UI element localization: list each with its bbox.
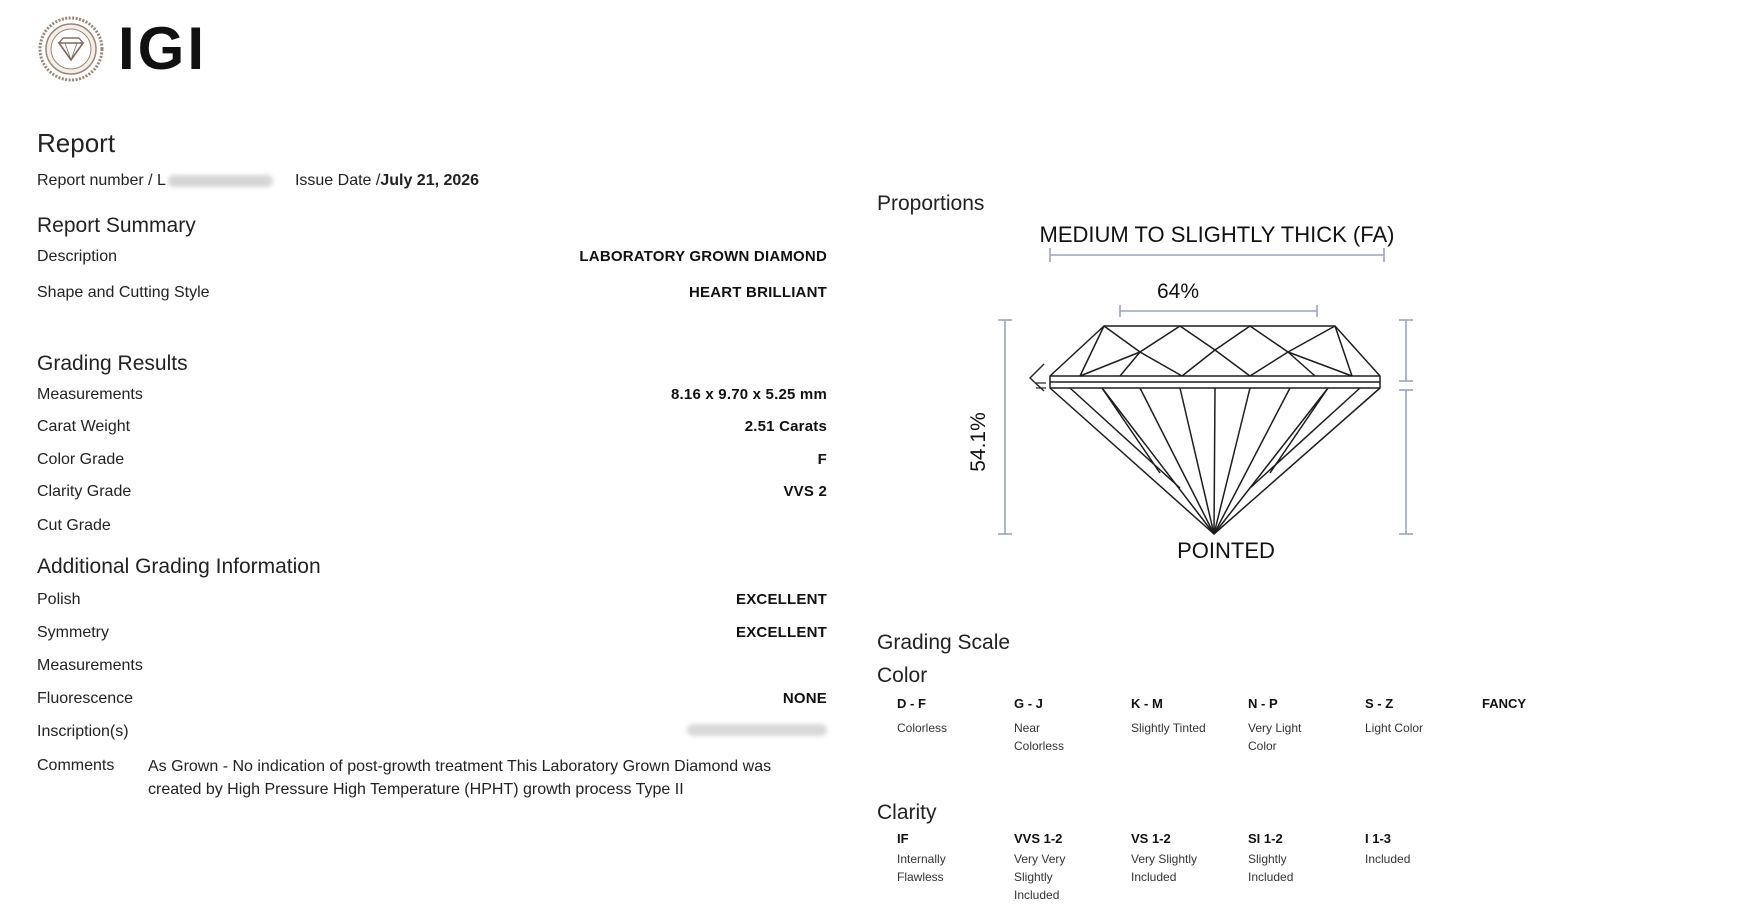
clarity-scale-si — [1248, 831, 1366, 886]
scale-desc: Included — [1365, 852, 1411, 866]
grading-row-color — [37, 451, 827, 469]
scale-range: VS 1-2 — [1131, 831, 1171, 846]
scale-desc: Colorless — [897, 721, 948, 735]
clarity-scale-vs — [1131, 831, 1249, 886]
grading-row-carat — [37, 418, 827, 436]
clarity-scale-i — [1365, 831, 1483, 868]
row-value: VVS 2 — [783, 483, 827, 500]
color-scale-heading: Color — [877, 664, 928, 687]
scale-range: K - M — [1131, 696, 1163, 711]
row-value: HEART BRILLIANT — [689, 284, 827, 301]
scale-range: VVS 1-2 — [1014, 831, 1063, 846]
scale-range: FANCY — [1482, 696, 1527, 711]
clarity-scale-heading: Clarity — [877, 801, 937, 824]
color-scale-k-m — [1131, 696, 1249, 737]
scale-desc: Light Color — [1365, 721, 1424, 735]
scale-range: N - P — [1248, 696, 1278, 711]
color-scale-s-z — [1365, 696, 1483, 737]
row-label: Inscription(s) — [37, 723, 129, 740]
proportions-diagram — [950, 218, 1450, 578]
color-scale-g-j — [1014, 696, 1132, 755]
row-value: 8.16 x 9.70 x 5.25 mm — [671, 386, 827, 403]
grading-row-cut — [37, 517, 827, 535]
brand-name: IGI — [118, 15, 208, 82]
row-value: F — [817, 451, 827, 468]
scale-range: I 1-3 — [1365, 831, 1392, 846]
table-label: 64% — [1156, 280, 1200, 303]
scale-range: D - F — [897, 696, 926, 711]
row-value: EXCELLENT — [736, 624, 827, 641]
issue-date-label: Issue Date / — [294, 172, 381, 189]
report-number-label: Report number / L — [37, 172, 166, 189]
grading-scale-heading: Grading Scale — [877, 631, 1011, 654]
igi-logo — [38, 14, 338, 84]
row-value: EXCELLENT — [736, 591, 827, 608]
row-label: Measurements — [37, 386, 143, 403]
redacted-report-number — [168, 175, 273, 187]
row-label: Measurements — [37, 657, 143, 674]
additional-row-measurements — [37, 657, 827, 675]
row-value: LABORATORY GROWN DIAMOND — [579, 248, 827, 265]
scale-desc: Very Slightly Included — [1131, 852, 1198, 884]
scale-desc: Very Very Slightly Included — [1014, 852, 1066, 902]
row-label: Symmetry — [37, 624, 109, 641]
grading-row-measurements — [37, 386, 827, 404]
report-summary-heading: Report Summary — [37, 214, 196, 237]
scale-desc: Very Light Color — [1248, 721, 1302, 753]
color-scale-d-f — [897, 696, 1015, 737]
comments-label: Comments — [37, 757, 115, 774]
report-title: Report — [37, 128, 116, 158]
summary-row-shape — [37, 284, 827, 302]
scale-desc: Slightly Tinted — [1131, 721, 1206, 735]
grading-results-heading: Grading Results — [37, 352, 188, 375]
additional-info-heading: Additional Grading Information — [37, 555, 321, 578]
scale-range: SI 1-2 — [1248, 831, 1283, 846]
row-label: Color Grade — [37, 451, 125, 468]
clarity-scale-if — [897, 831, 1015, 886]
comments-text: As Grown - No indication of post-growth treatment This Laboratory Grown Diamond was created by High Pressure High Temperature (HPHT) growth process Type II — [148, 758, 772, 798]
girdle-label: MEDIUM TO SLIGHTLY THICK (FA) — [1039, 222, 1395, 247]
grading-row-clarity — [37, 483, 827, 501]
culet-label: POINTED — [1177, 538, 1275, 563]
issue-date: July 21, 2026 — [380, 172, 480, 189]
row-label: Clarity Grade — [37, 483, 132, 500]
scale-desc: Slightly Included — [1248, 852, 1294, 884]
diamond-profile-icon — [1050, 326, 1380, 534]
scale-desc: Internally Flawless — [897, 852, 946, 884]
row-label: Polish — [37, 591, 81, 608]
additional-row-symmetry — [37, 624, 827, 642]
row-label: Cut Grade — [37, 517, 111, 534]
proportions-heading: Proportions — [877, 192, 985, 215]
report-meta — [37, 172, 479, 190]
color-scale-n-p — [1248, 696, 1366, 755]
clarity-scale-vvs — [1014, 831, 1132, 904]
igi-seal-icon — [38, 16, 104, 82]
row-label: Fluorescence — [37, 690, 134, 707]
scale-desc: Near Colorless — [1014, 721, 1065, 753]
scale-range: G - J — [1014, 696, 1043, 711]
additional-row-fluorescence — [37, 690, 827, 708]
additional-row-inscription — [37, 723, 827, 741]
row-label: Carat Weight — [37, 418, 131, 435]
row-label: Description — [37, 248, 118, 265]
row-value: 2.51 Carats — [744, 418, 827, 435]
summary-row-description — [37, 248, 827, 266]
depth-label: 54.1% — [967, 412, 990, 472]
additional-row-polish — [37, 591, 827, 609]
scale-range: S - Z — [1365, 696, 1394, 711]
redacted-inscription — [687, 724, 827, 736]
row-label: Shape and Cutting Style — [37, 284, 210, 301]
row-value: NONE — [782, 690, 827, 707]
scale-range: IF — [897, 831, 909, 846]
color-scale-fancy — [1482, 696, 1600, 711]
